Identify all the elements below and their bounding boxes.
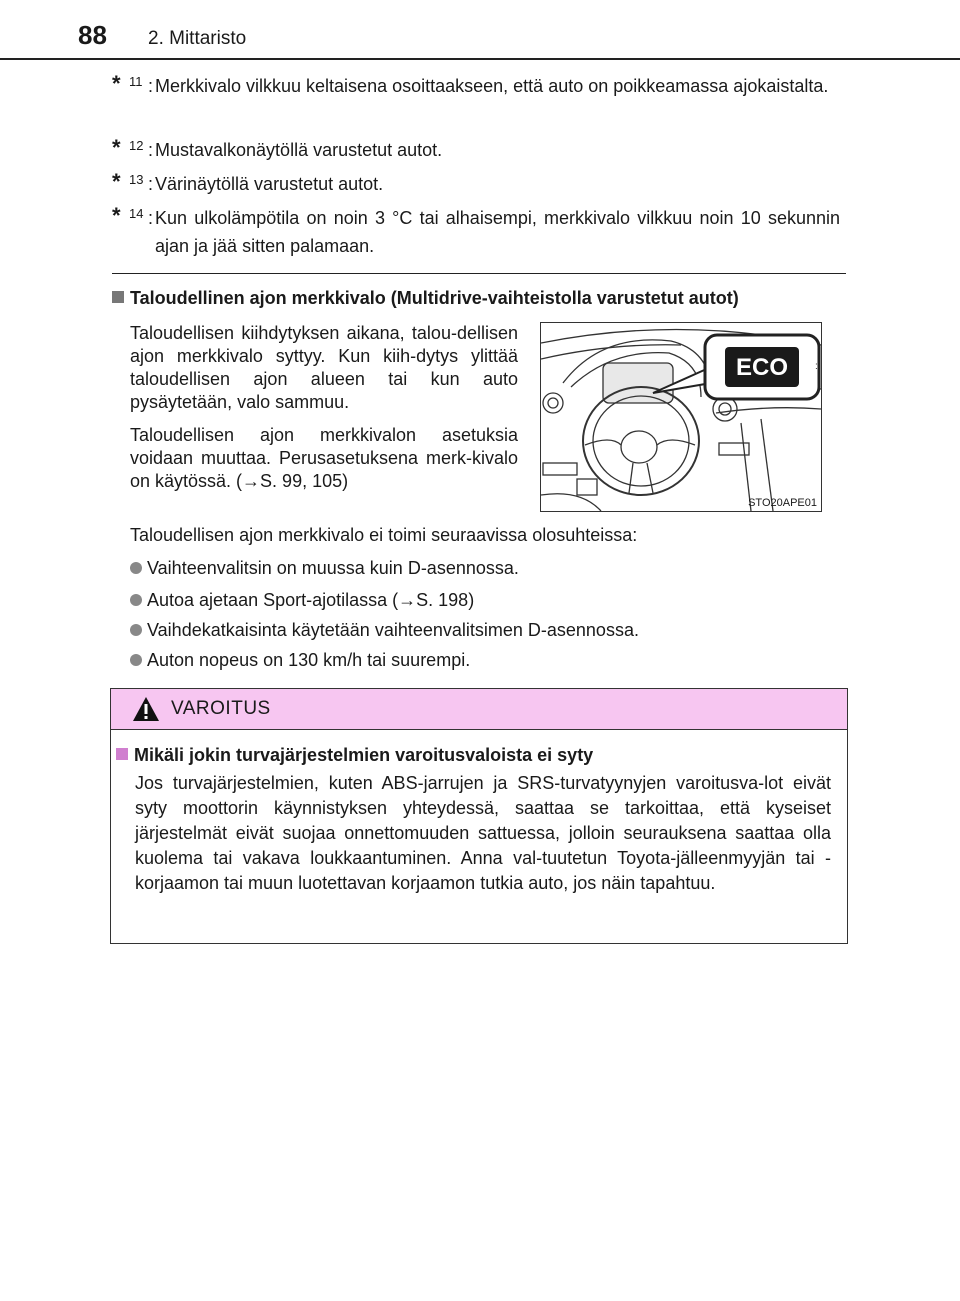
footnote-text: Kun ulkolämpötila on noin 3 °C tai alhaisempi, merkkivalo vilkkuu noin 10 sekunnin ajan ja jää sitten palamaan. [155,208,840,256]
list-item-text: Auton nopeus on 130 km/h tai suurempi. [147,650,471,670]
list-item-text: Autoa ajetaan Sport-ajotilassa (→S. 198) [147,590,475,610]
section-heading [112,288,739,309]
square-bullet-icon [116,748,128,760]
bullet-dot-icon [130,594,142,606]
list-item [130,620,639,641]
warning-body: Jos turvajärjestelmien, kuten ABS-jarrujen ja SRS-turvatyynyjen varoitusva-lot eivät syty moottorin käynnistyksen yhteydessä, saattaa se tarkoittaa, että kyseiset järjestelmät eivät suojaa onnettomuuden sattuessa, jolloin seurauksena saattaa olla kuolema tai vakava loukkaantuminen. Anna val-tuutetun Toyota-jälleenmyyjän tai -korjaamon tai muun luotettavan korjaamon tutkia auto, jos näin tapahtuu. [135,773,831,893]
square-bullet-icon [112,291,124,303]
footnote-text: Merkkivalo vilkkuu keltaisena osoittaakseen, että auto on poikkeamassa ajokaistalta. [155,76,829,96]
header-rule [0,58,960,60]
eco-settings-note: Taloudellisen ajon merkkivalon asetuksia voidaan muuttaa. Perusasetuksena merk-kivalo on käytössä. (→S. 99, 105) [130,425,518,491]
warning-heading-text: Mikäli jokin turvajärjestelmien varoitusvaloista ei syty [134,745,594,765]
section-heading-text: Taloudellinen ajon merkkivalo (Multidrive-vaihteistolla varustetut autot) [130,288,739,308]
footnote-colon: : [148,140,154,160]
svg-text::: : [815,361,818,372]
footnote-14 [112,204,840,260]
footnote-number: 14 [129,206,144,221]
warning-title: VAROITUS [171,698,271,719]
list-item-text: Vaihteenvalitsin on muussa kuin D-asennossa. [147,558,519,578]
footnote-number: 12 [129,138,144,153]
footnote-star: * [112,203,121,228]
conditions-intro: Taloudellisen ajon merkkivalo ei toimi seuraavissa olosuhteissa: [130,525,638,545]
footnote-text: Mustavalkonäytöllä varustetut autot. [155,140,443,160]
footnote-colon: : [148,76,154,96]
dashboard-illustration-icon [541,323,821,511]
bullet-dot-icon [130,654,142,666]
footnote-number: 13 [129,172,144,187]
warning-triangle-icon [131,695,161,728]
eco-indicator-label: ECO [735,354,789,381]
footnote-star: * [112,169,121,194]
list-item [130,558,519,579]
footnote-colon: : [148,174,154,194]
section-rule [112,273,846,274]
chapter-title: 2. Mittaristo [148,28,247,49]
footnote-11 [112,72,840,100]
warning-header [111,689,847,730]
list-item-text: Vaihdekatkaisinta käytetään vaihteenvalitsimen D-asennossa. [147,620,639,640]
footnote-star: * [112,71,121,96]
page-number: 88 [78,20,107,50]
footnote-star: * [112,135,121,160]
warning-box [110,688,848,944]
footnote-12 [112,136,840,164]
list-item [130,650,470,671]
footnote-13 [112,170,840,198]
illustration-code: STO20APE01 [748,497,817,509]
list-item [130,590,474,611]
footnote-text: Värinäytöllä varustetut autot. [155,174,384,194]
footnote-colon: : [148,208,154,228]
bullet-dot-icon [130,562,142,574]
bullet-dot-icon [130,624,142,636]
dashboard-eco-illustration [540,322,822,512]
warning-heading [116,745,593,766]
eco-description: Taloudellisen kiihdytyksen aikana, talou-dellisen ajon merkkivalo syttyy. Kun kiih-dytys ylittää taloudellisen ajon alueen tai kun auto pysäytetään, valo sammuu. [130,323,518,412]
footnote-number: 11 [129,74,143,89]
